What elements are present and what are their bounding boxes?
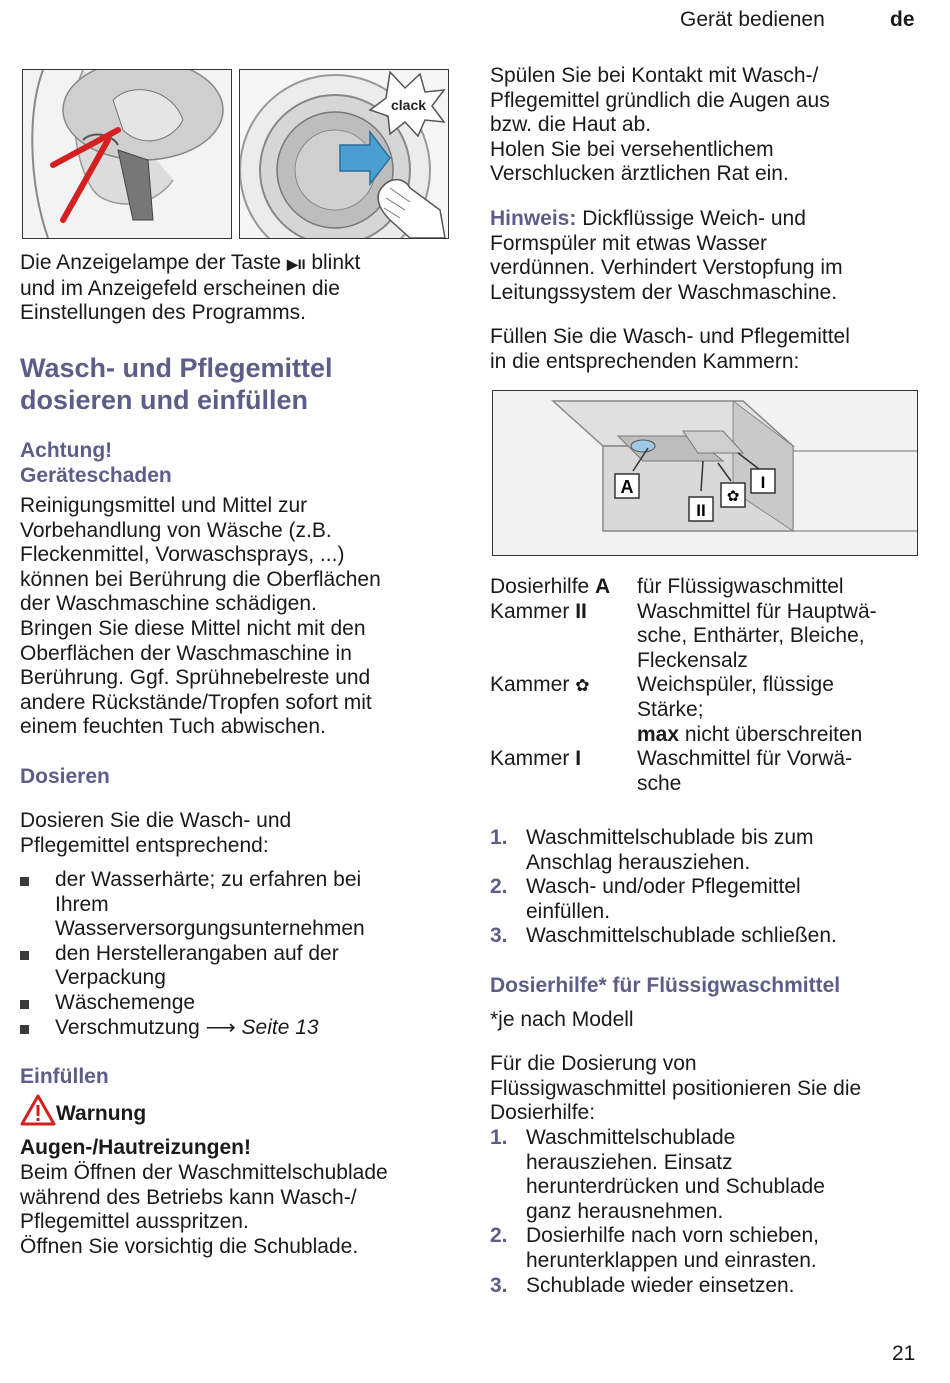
warning-subtitle: Augen-/Hautreizungen!: [20, 1136, 251, 1159]
attention-title: Achtung!: [20, 439, 113, 462]
label-softener-badge: [721, 483, 745, 507]
list-item: [20, 991, 460, 1016]
chamber-description: [637, 747, 877, 796]
fill-line-2: in die entsprechenden Kammern:: [490, 349, 800, 373]
chamber-key-text: Kammer: [490, 747, 576, 771]
hint-line-1: Dickflüssige Weich- und: [576, 207, 806, 230]
chamber-description: [637, 600, 877, 674]
intro-text-after-icon: blinkt: [305, 251, 361, 274]
softener-flower-icon: ✿: [575, 676, 590, 697]
step-line: Wasch- und/oder Pflegemittel: [526, 875, 801, 899]
chamber-description-line: für Flüssigwaschmittel: [637, 575, 844, 598]
list-item-line: Verschmutzung: [55, 1015, 200, 1039]
dosieren-intro: [20, 809, 460, 858]
step-line: herunterdrücken und Schublade: [526, 1175, 825, 1199]
attention-line: der Waschmaschine schädigen.: [20, 592, 317, 616]
attention-line: Oberflächen der Waschmaschine in: [20, 641, 352, 665]
list-item-line: den Herstellerangaben auf der: [55, 941, 339, 965]
clack-sound-label: clack: [391, 97, 427, 113]
chamber-description-line: Waschmittel für Hauptwä-: [637, 599, 877, 623]
rinse-line: Holen Sie bei versehentlichem: [490, 137, 774, 161]
list-item: [20, 1016, 460, 1041]
intro-paragraph: [20, 251, 460, 326]
dosierhilfe-heading: Dosierhilfe* für Flüssigwaschmittel: [490, 974, 841, 997]
illustration-close-door: [239, 69, 449, 239]
step-number: 1.: [490, 826, 508, 849]
step-number: 3.: [490, 924, 508, 948]
fill-intro: [490, 325, 930, 374]
softener-flower-icon: ✿: [726, 487, 740, 505]
label-ii-text: II: [696, 501, 706, 520]
positioning-intro: [490, 1052, 930, 1126]
list-item: [490, 924, 930, 949]
label-a-badge: [615, 474, 639, 498]
table-row: [490, 600, 877, 674]
section-heading-line-2: dosieren und einfüllen: [20, 385, 309, 415]
rinse-line: Spülen Sie bei Kontakt mit Wasch-/: [490, 64, 819, 87]
step-line: herunterklappen und einrasten.: [526, 1248, 817, 1272]
list-item: [20, 942, 460, 991]
section-heading: [20, 352, 460, 416]
positioning-line: Flüssigwaschmittel positionieren Sie die: [490, 1076, 862, 1100]
list-item: [490, 826, 930, 875]
chamber-key-symbol: II: [575, 599, 587, 623]
chamber-description-line: Fleckensalz: [637, 648, 748, 672]
chamber-description-line: Waschmittel für Vorwä-: [637, 747, 853, 771]
bullet-square-icon: [20, 877, 29, 886]
warning-title: Warnung: [56, 1102, 147, 1125]
table-row: [490, 575, 877, 600]
warning-line: Öffnen Sie vorsichtig die Schublade.: [20, 1234, 359, 1258]
label-ii-badge: [689, 497, 713, 521]
dosieren-line-2: Pflegemittel entsprechend:: [20, 833, 269, 857]
bullet-square-icon: [20, 1000, 29, 1009]
cross-reference-arrow-icon: ⟶: [205, 1015, 236, 1039]
table-row: [490, 747, 877, 796]
chamber-key: [490, 600, 637, 674]
list-item-line: Wäschemenge: [55, 990, 196, 1014]
einfuellen-heading: Einfüllen: [20, 1065, 109, 1088]
bullet-square-icon: [20, 951, 29, 960]
rinse-instructions: [490, 64, 930, 187]
running-header-section: Gerät bedienen: [680, 8, 825, 31]
start-pause-icon: ▶II: [286, 256, 306, 272]
section-heading-line-1: Wasch- und Pflegemittel: [20, 353, 333, 383]
hint-line: Formspüler mit etwas Wasser: [490, 231, 767, 255]
hint-line: Leitungssystem der Waschmaschine.: [490, 280, 838, 304]
chamber-key: [490, 575, 637, 600]
list-item-line: Verpackung: [55, 966, 166, 990]
dosieren-heading: Dosieren: [20, 765, 110, 788]
warning-line: Pflegemittel ausspritzen.: [20, 1210, 249, 1234]
chamber-key-text: Kammer: [490, 599, 576, 623]
table-row: [490, 673, 877, 747]
illustration-detergent-drawer: [492, 390, 918, 556]
hint-label: Hinweis:: [490, 207, 577, 230]
page-number: 21: [892, 1342, 916, 1365]
chamber-key: [490, 747, 637, 796]
step-line: Schublade wieder einsetzen.: [526, 1273, 795, 1297]
step-number: 2.: [490, 1224, 508, 1248]
chamber-description-line: Weichspüler, flüssige: [637, 673, 834, 697]
chamber-key-text: Dosierhilfe: [490, 575, 596, 598]
running-header-language: de: [890, 8, 915, 31]
chamber-description-line: [637, 723, 877, 748]
page-reference-link[interactable]: Seite 13: [241, 1015, 319, 1039]
chamber-key-text: Kammer: [490, 673, 576, 697]
chamber-description: [637, 673, 877, 747]
step-number: 3.: [490, 1273, 508, 1297]
chamber-description: [637, 575, 877, 600]
attention-line: Reinigungsmittel und Mittel zur: [20, 494, 308, 517]
dosieren-line-1: Dosieren Sie die Wasch- und: [20, 809, 292, 832]
attention-line: andere Rückstände/Tropfen sofort mit: [20, 690, 372, 714]
dosing-criteria-list: [20, 868, 460, 1040]
step-number: 2.: [490, 875, 508, 899]
list-item: [490, 1224, 930, 1273]
step-line: einfüllen.: [526, 899, 611, 923]
step-line: Waschmittelschublade bis zum: [526, 826, 814, 849]
step-line: Anschlag herausziehen.: [526, 850, 751, 874]
list-item-line: der Wasserhärte; zu erfahren bei: [55, 868, 362, 891]
intro-line-2: und im Anzeigefeld erscheinen die: [20, 276, 340, 300]
max-text: nicht überschreiten: [679, 722, 863, 746]
max-label: max: [637, 722, 680, 746]
intro-text-before-icon: Die Anzeigelampe der Taste: [20, 251, 282, 274]
attention-body: [20, 494, 460, 740]
model-note: *je nach Modell: [490, 1008, 634, 1031]
attention-subtitle: Geräteschaden: [20, 464, 172, 487]
list-item: [490, 875, 930, 924]
warning-line: während des Betriebs kann Wasch-/: [20, 1185, 357, 1209]
chamber-legend-table: [490, 575, 877, 796]
warning-body: [20, 1161, 460, 1259]
intro-line-3: Einstellungen des Programms.: [20, 301, 306, 325]
positioning-line: Dosierhilfe:: [490, 1101, 596, 1125]
hint-line: verdünnen. Verhindert Verstopfung im: [490, 256, 843, 280]
rinse-line: Verschlucken ärztlichen Rat ein.: [490, 162, 789, 186]
bullet-square-icon: [20, 1025, 29, 1034]
attention-line: Bringen Sie diese Mittel nicht mit den: [20, 616, 366, 640]
list-item-line: Wasserversorgungsunternehmen: [55, 917, 365, 941]
list-item: [20, 868, 460, 942]
fill-steps-list: [490, 826, 930, 949]
label-a-text: A: [620, 477, 634, 497]
label-i-text: I: [760, 473, 766, 492]
chamber-key: [490, 673, 637, 747]
rinse-line: bzw. die Haut ab.: [490, 113, 652, 137]
list-item: [490, 1274, 930, 1299]
chamber-key-symbol: I: [575, 747, 582, 771]
attention-line: können bei Berührung die Oberflächen: [20, 567, 381, 591]
list-item: [490, 1126, 930, 1224]
step-line: herausziehen. Einsatz: [526, 1150, 733, 1174]
fill-line-1: Füllen Sie die Wasch- und Pflegemittel: [490, 325, 850, 348]
list-item-line: Ihrem: [55, 892, 109, 916]
attention-line: Vorbehandlung von Wäsche (z.B.: [20, 518, 332, 542]
step-line: Waschmittelschublade schließen.: [526, 924, 837, 948]
dosierhilfe-steps-list: [490, 1126, 930, 1298]
illustration-laundry-in-door: [22, 69, 232, 239]
warning-triangle-icon: [20, 1094, 56, 1126]
rinse-line: Pflegemittel gründlich die Augen aus: [490, 88, 830, 112]
label-i-badge: [751, 469, 775, 493]
chamber-key-symbol: A: [595, 575, 611, 598]
warning-title-row: [20, 1098, 146, 1130]
step-number: 1.: [490, 1126, 508, 1149]
step-line: Waschmittelschublade: [526, 1126, 736, 1149]
step-line: Dosierhilfe nach vorn schieben,: [526, 1224, 819, 1248]
positioning-line: Für die Dosierung von: [490, 1052, 697, 1075]
step-line: ganz herausnehmen.: [526, 1199, 724, 1223]
attention-line: einem feuchten Tuch abwischen.: [20, 715, 326, 739]
chamber-description-line: Stärke;: [637, 697, 704, 721]
attention-line: Berührung. Ggf. Sprühnebelreste und: [20, 666, 371, 690]
chamber-description-line: sche: [637, 771, 682, 795]
warning-line: Beim Öffnen der Waschmittelschublade: [20, 1161, 388, 1184]
hint-paragraph: [490, 207, 930, 305]
attention-line: Fleckenmittel, Vorwaschsprays, ...): [20, 543, 345, 567]
chamber-description-line: sche, Enthärter, Bleiche,: [637, 624, 865, 648]
